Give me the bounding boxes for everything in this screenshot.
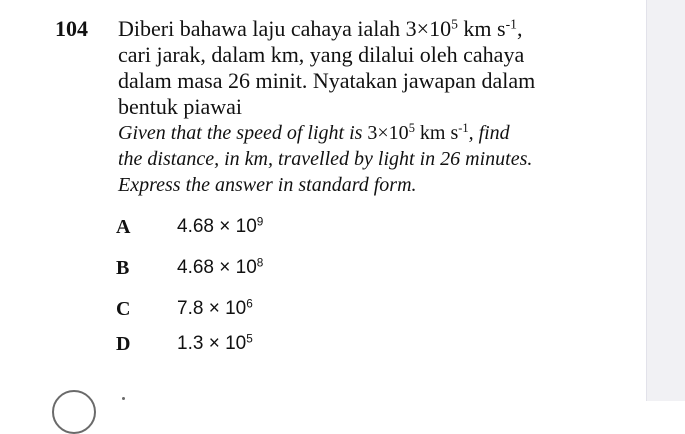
malay-line-1-text: Diberi bahawa laju cahaya ialah 3×10 — [118, 16, 452, 41]
option-b[interactable] — [116, 253, 416, 283]
option-c[interactable] — [116, 294, 416, 324]
english-speed-mantissa: 3×10 — [367, 122, 409, 144]
english-line-1 — [118, 120, 598, 146]
malay-speed-exponent: 5 — [451, 16, 458, 32]
option-b-letter: B — [116, 257, 130, 279]
option-b-value — [177, 253, 263, 283]
option-a[interactable] — [116, 212, 416, 242]
option-a-mantissa: 4.68 × 10 — [177, 216, 257, 237]
english-speed-exponent: 5 — [408, 121, 415, 136]
option-c-exponent: 6 — [246, 297, 253, 311]
question-text — [118, 16, 598, 198]
option-c-letter: C — [116, 298, 131, 320]
side-panel-strip — [646, 0, 685, 401]
malay-line-2: cari jarak, dalam km, yang dilalui oleh cahaya — [118, 42, 525, 67]
option-d[interactable] — [116, 329, 416, 359]
option-a-exponent: 9 — [256, 215, 264, 229]
option-a-letter: A — [116, 216, 131, 238]
option-c-mantissa: 7.8 × 10 — [177, 298, 247, 319]
option-d-mantissa: 1.3 × 10 — [177, 333, 247, 354]
malay-line-4: bentuk piawai — [118, 94, 243, 119]
english-speed-unit: km s — [414, 122, 459, 144]
option-c-value — [177, 294, 253, 324]
english-line-1-text: Given that the speed of light is — [118, 122, 368, 144]
english-line-3: Express the answer in standard form. — [118, 174, 417, 196]
option-d-value — [177, 329, 253, 359]
english-speed-value — [367, 122, 468, 144]
english-line-2: the distance, in km, travelled by light in 26 minutes. — [118, 148, 533, 170]
option-a-value — [177, 212, 263, 242]
malay-unit-exponent: -1 — [505, 16, 517, 32]
option-b-mantissa: 4.68 × 10 — [177, 257, 257, 278]
question-number: 104 — [55, 16, 88, 41]
option-b-exponent: 8 — [256, 256, 264, 270]
dot-mark — [122, 397, 125, 400]
english-line-1-end: , find — [468, 122, 510, 144]
malay-speed-unit: km s — [457, 16, 506, 41]
english-unit-exponent: -1 — [458, 121, 469, 136]
option-d-exponent: 5 — [246, 332, 253, 346]
malay-line-3: dalam masa 26 minit. Nyatakan jawapan dalam — [118, 68, 536, 93]
malay-line-1-comma: , — [516, 16, 523, 41]
partial-circle-icon — [52, 390, 96, 434]
malay-line-1 — [118, 16, 598, 42]
option-d-letter: D — [116, 333, 131, 355]
